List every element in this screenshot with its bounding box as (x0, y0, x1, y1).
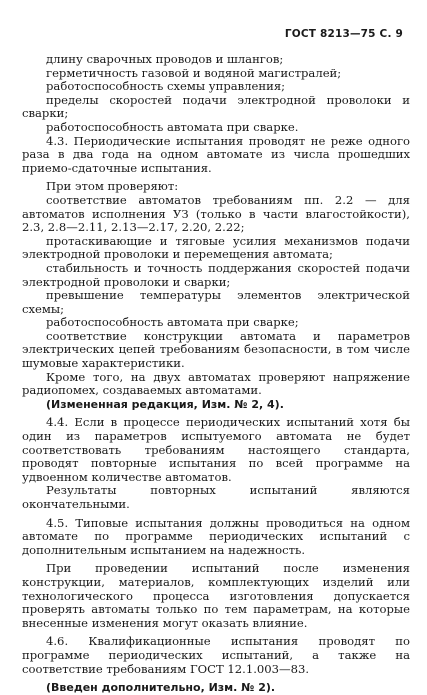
check-item: соответствие конструкции автомата и параметров электрических цепей требованиям безопасности, в том числе шумовые характеристики. (22, 328, 410, 371)
document-body (22, 53, 410, 695)
check-item: протаскивающие и тяговые усилия механизмов подачи электродной проволоки и перемещения автомата; (22, 233, 410, 262)
amendment-note-2: (Введен дополнительно, Изм. № 2). (46, 681, 276, 695)
clause-4-4: 4.4. Если в процессе периодических испытаний хотя бы один из параметров испытуемого автомата не будет соответствовать требованиям настоящего стандарта, проводят повторные испытания по всей программе на удвоенном количестве автоматов. (22, 415, 410, 484)
clause-4-5: 4.5. Типовые испытания должны проводиться на одном автомате по программе периодических испытаний с дополнительным испытанием на надежность. (22, 515, 410, 557)
page-header: ГОСТ 8213—75 С. 9 (284, 28, 403, 40)
list-item: длину сварочных проводов и шлангов; (46, 52, 284, 66)
conduct-paragraph: При проведении испытаний после изменения конструкции, материалов, комплектующих изделий или технологического процесса изготовления допускается проверять автоматы только по тем параметрам, на которые внесенные изменения могут оказать влияние. (22, 561, 410, 630)
list-item: работоспособность схемы управления; (46, 79, 286, 94)
check-item: превышение температуры элементов электрической схемы; (22, 288, 410, 316)
clause-4-3: 4.3. Периодические испытания проводят не реже одного раза в два года на одном автомате из числа прошедших приемо-сдаточные испытания. (22, 133, 410, 175)
check-item: соответствие автоматов требованиям пп. 2.2 — для автоматов исполнения УЗ (только в части влагостойкости), 2.3, 2.8—2.11, 2.13—2.17, 2.20, 2.22; (22, 192, 410, 235)
results-paragraph: Результаты повторных испытаний являются окончательными. (22, 483, 410, 511)
check-item: работоспособность автомата при сварке; (46, 315, 299, 330)
list-item: пределы скоростей подачи электродной проволоки и сварки; (22, 92, 410, 121)
check-item: стабильность и точность поддержания скоростей подачи электродной проволоки и сварки; (22, 260, 410, 289)
amendment-note: (Измененная редакция, Изм. № 2, 4). (46, 397, 284, 411)
list-item: работоспособность автомата при сварке. (46, 119, 299, 134)
clause-4-6: 4.6. Квалификационные испытания проводят по программе периодических испытаний, а также на соответствие требованиям ГОСТ 12.1.003—83. (22, 634, 410, 676)
radio-interference-paragraph: Кроме того, на двух автоматах проверяют напряжение радиопомех, создаваемых автоматами. (22, 369, 410, 398)
check-intro: При этом проверяют: (46, 179, 179, 194)
list-item: герметичность газовой и водяной магистралей; (46, 65, 342, 80)
